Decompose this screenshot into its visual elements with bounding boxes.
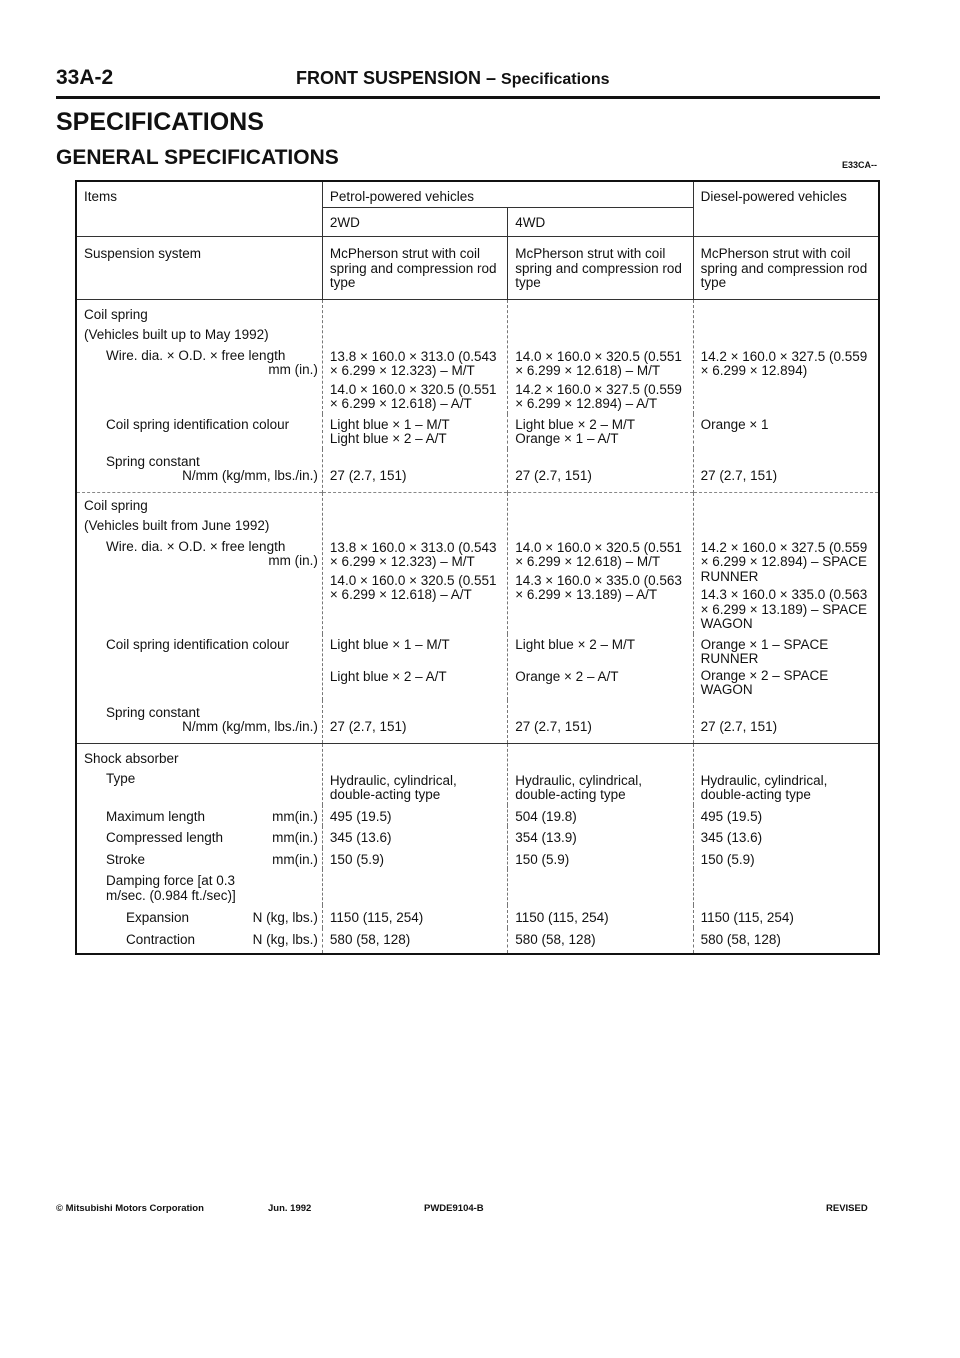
coil1-sc-diesel: 27 (2.7, 151): [693, 449, 879, 493]
coil1-sc-label: Spring constant: [106, 453, 200, 469]
coil1-sc-2wd: 27 (2.7, 151): [322, 449, 507, 493]
coil1-wire-4wd-at: 14.2 × 160.0 × 327.5 (0.559 × 6.299 × 12.894) – A/T: [515, 381, 682, 411]
suspension-diesel: McPherson strut with coil spring and compression rod type: [693, 237, 879, 300]
shock-comp-unit: mm(in.): [272, 830, 318, 845]
coil2-id-4wd-mt: Light blue × 2 – M/T: [515, 636, 635, 652]
subsection-title: Specifications: [501, 71, 610, 88]
coil2-wire-unit: mm (in.): [268, 553, 318, 568]
coil2-wire-2wd-at: 14.0 × 160.0 × 320.5 (0.551 × 6.299 × 12.618) – A/T: [329, 572, 497, 602]
specifications-table: [75, 180, 880, 955]
coil1-id-label: Coil spring identification colour: [106, 416, 290, 432]
shock-max-4wd: 504 (19.8): [508, 805, 693, 827]
table-row: [76, 928, 879, 955]
diesel-header: Diesel-powered vehicles: [693, 181, 879, 237]
shock-con-unit: N (kg, lbs.): [252, 931, 318, 947]
coil2-sc-2wd: 27 (2.7, 151): [322, 700, 507, 744]
page-number: 33A-2: [56, 66, 114, 89]
shock-con-2wd: 580 (58, 128): [322, 928, 507, 955]
shock-type-label: Type: [106, 771, 136, 786]
coil2-title: Coil spring: [84, 497, 148, 513]
shock-type-4wd: Hydraulic, cylindrical, double-acting type: [508, 743, 693, 805]
shock-exp-diesel: 1150 (115, 254): [693, 905, 879, 928]
shock-con-diesel: 580 (58, 128): [693, 928, 879, 955]
coil2-id-2wd-mt: Light blue × 1 – M/T: [329, 636, 450, 652]
coil1-wire-2wd-at: 14.0 × 160.0 × 320.5 (0.551 × 6.299 × 12.618) – A/T: [329, 381, 497, 411]
table-row: [76, 299, 879, 414]
footer-doc-id: PWDE9104-B: [424, 1203, 484, 1214]
table-row: [76, 449, 879, 493]
section-title: FRONT SUSPENSION: [296, 68, 482, 88]
section-heading: GENERAL SPECIFICATIONS: [56, 146, 339, 169]
shock-stroke-4wd: 150 (5.9): [508, 848, 693, 870]
table-row: [76, 743, 879, 805]
shock-exp-unit: N (kg, lbs.): [252, 910, 318, 925]
coil2-id-2wd-at: Light blue × 2 – A/T: [329, 669, 447, 684]
table-row: [76, 634, 879, 700]
coil1-wire-diesel: 14.2 × 160.0 × 327.5 (0.559 × 6.299 × 12.894): [693, 299, 879, 414]
footer-status: REVISED: [826, 1203, 868, 1214]
coil1-id-2wd: Light blue × 1 – M/T Light blue × 2 – A/T: [322, 414, 507, 449]
table-header-row: [76, 181, 879, 207]
shock-damping-label: Damping force [at 0.3 m/sec. (0.984 ft./sec)]: [106, 873, 236, 903]
coil2-sc-label: Spring constant: [106, 704, 200, 720]
coil2-built: (Vehicles built from June 1992): [84, 518, 270, 533]
suspension-2wd: McPherson strut with coil spring and compression rod type: [322, 237, 507, 300]
coil2-wire-diesel-wagon: 14.3 × 160.0 × 335.0 (0.563 × 6.299 × 13.189) – SPACE WAGON: [700, 587, 868, 631]
coil2-wire-label: Wire. dia. × O.D. × free length: [106, 538, 286, 554]
section-code: E33CA--: [842, 160, 878, 170]
shock-type-diesel: Hydraulic, cylindrical, double-acting type: [693, 743, 879, 805]
header-dash: –: [481, 68, 502, 88]
shock-comp-diesel: 345 (13.6): [693, 826, 879, 848]
shock-max-label: Maximum length: [106, 808, 206, 824]
coil1-wire-unit: mm (in.): [268, 362, 318, 377]
suspension-4wd: McPherson strut with coil spring and compression rod type: [508, 237, 693, 300]
suspension-label: Suspension system: [76, 237, 322, 300]
shock-stroke-label: Stroke: [106, 851, 146, 867]
shock-max-unit: mm(in.): [272, 808, 318, 824]
shock-con-label: Contraction: [126, 931, 196, 947]
shock-title: Shock absorber: [84, 750, 179, 766]
coil1-sc-unit: N/mm (kg/mm, lbs./in.): [182, 468, 318, 483]
coil1-wire-label: Wire. dia. × O.D. × free length: [106, 347, 286, 363]
shock-comp-2wd: 345 (13.6): [322, 826, 507, 848]
coil2-sc-diesel: 27 (2.7, 151): [693, 700, 879, 744]
4wd-header: 4WD: [508, 207, 693, 237]
2wd-header: 2WD: [322, 207, 507, 237]
coil2-wire-4wd-mt: 14.0 × 160.0 × 320.5 (0.551 × 6.299 × 12.618) – M/T: [515, 539, 682, 569]
page-header: [56, 66, 880, 99]
footer-date: Jun. 1992: [268, 1203, 312, 1214]
shock-comp-4wd: 354 (13.9): [508, 826, 693, 848]
coil2-id-4wd-at: Orange × 2 – A/T: [515, 669, 619, 684]
coil1-wire-2wd-mt: 13.8 × 160.0 × 313.0 (0.543 × 6.299 × 12.323) – M/T: [329, 348, 497, 378]
table-row: [76, 700, 879, 744]
shock-max-diesel: 495 (19.5): [693, 805, 879, 827]
coil1-built: (Vehicles built up to May 1992): [84, 327, 269, 342]
page-heading: SPECIFICATIONS: [56, 108, 264, 136]
coil2-sc-unit: N/mm (kg/mm, lbs./in.): [182, 719, 318, 734]
shock-exp-label: Expansion: [126, 910, 190, 925]
header-title: [296, 68, 610, 89]
table-row: [76, 414, 879, 449]
table-row: [76, 805, 879, 827]
footer-copyright: © Mitsubishi Motors Corporation: [56, 1203, 204, 1214]
coil2-id-diesel-runner: Orange × 1 – SPACE RUNNER: [700, 636, 829, 666]
shock-exp-2wd: 1150 (115, 254): [322, 905, 507, 928]
shock-stroke-diesel: 150 (5.9): [693, 848, 879, 870]
coil1-id-diesel: Orange × 1: [693, 414, 879, 449]
table-row: [76, 826, 879, 848]
petrol-header: Petrol-powered vehicles: [322, 181, 693, 207]
coil1-id-4wd: Light blue × 2 – M/T Orange × 1 – A/T: [508, 414, 693, 449]
coil2-wire-2wd-mt: 13.8 × 160.0 × 313.0 (0.543 × 6.299 × 12.323) – M/T: [329, 539, 497, 569]
coil1-title: Coil spring: [84, 306, 148, 322]
coil2-wire-4wd-at: 14.3 × 160.0 × 335.0 (0.563 × 6.299 × 13.189) – A/T: [515, 572, 682, 602]
table-row: [76, 848, 879, 870]
shock-con-4wd: 580 (58, 128): [508, 928, 693, 955]
table-row: [76, 492, 879, 634]
coil2-id-label: Coil spring identification colour: [106, 636, 290, 652]
shock-stroke-2wd: 150 (5.9): [322, 848, 507, 870]
coil1-wire-4wd-mt: 14.0 × 160.0 × 320.5 (0.551 × 6.299 × 12.618) – M/T: [515, 348, 682, 378]
shock-max-2wd: 495 (19.5): [322, 805, 507, 827]
coil2-sc-4wd: 27 (2.7, 151): [508, 700, 693, 744]
shock-type-2wd: Hydraulic, cylindrical, double-acting type: [322, 743, 507, 805]
table-row: [76, 237, 879, 300]
coil2-id-diesel-wagon: Orange × 2 – SPACE WAGON: [700, 667, 829, 697]
coil1-sc-4wd: 27 (2.7, 151): [508, 449, 693, 493]
shock-exp-4wd: 1150 (115, 254): [508, 905, 693, 928]
coil2-wire-diesel-runner: 14.2 × 160.0 × 327.5 (0.559 × 6.299 × 12.894) – SPACE RUNNER: [700, 539, 868, 584]
table-row: [76, 905, 879, 928]
table-row: [76, 869, 879, 905]
items-header: Items: [84, 189, 118, 204]
shock-comp-label: Compressed length: [106, 830, 224, 845]
shock-stroke-unit: mm(in.): [272, 851, 318, 867]
